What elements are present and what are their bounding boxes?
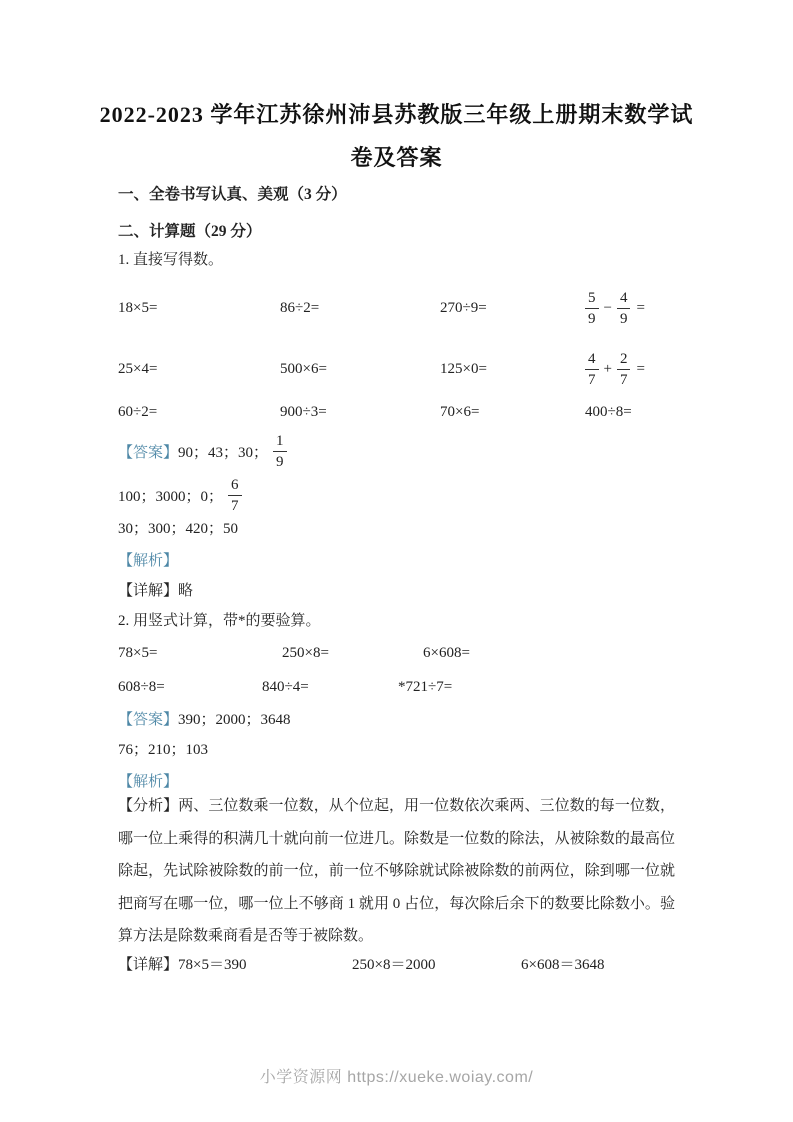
equals-sign: = [636,360,645,377]
fraction-numerator: 4 [585,350,599,370]
answer-label: 【答案】 [118,711,179,728]
q1-answer-line-2 [118,472,242,518]
q2-equation-row-1 [118,643,470,663]
q2-analysis-paragraph: 【分析】两、三位数乘一位数，从个位起，用一位数依次乘两、三位数的每一位数，哪一位上乘得的积满几十就向前一位进几。除数是一位数的除法，从被除数的最高位除起，先试除被除数的前一位，前一位不够除就试除被除数的前两位，除到哪一位就把商写在哪一位，哪一位上不够商 1 就用 0 占位，每次除后余下的数要比除数小。验算方法是除数乘商看是否等于被除数。 [118,798,675,944]
equation-cell: 60÷2= [118,403,158,420]
q1-analysis-label: 【解析】 [118,553,179,569]
fraction-denominator: 9 [588,310,596,327]
detail-label: 【详解】 [118,956,179,973]
detail-equation: 250×8＝2000 [352,956,436,973]
site-watermark: 小学资源网 https://xueke.woiay.com/ [259,1069,534,1086]
fraction-expression [585,350,645,389]
q1-equation-row-1 [118,281,645,335]
equation-cell: 840÷4= [262,678,309,695]
detail-equation: 6×608＝3648 [521,956,605,973]
fraction-numerator: 5 [585,289,599,309]
detail-cell [118,953,352,974]
fraction-denominator: 7 [588,371,596,388]
fraction [585,289,599,328]
q1-answer-line-1 [118,428,287,474]
question-1-label: 1. 直接写得数。 [118,252,224,268]
equation-cell: 70×6= [440,403,480,420]
equation-cell: 86÷2= [280,299,320,316]
equation-cell: 608÷8= [118,678,165,695]
section-heading-2: 二、计算题（29 分） [118,223,262,240]
section-heading-1: 一、全卷书写认真、美观（3 分） [118,186,347,203]
q2-answer-line-1 [118,708,291,728]
answer-values: 100；3000；0； [118,488,224,505]
q1-equation-row-3 [118,402,632,422]
fraction-denominator: 9 [619,310,628,327]
fraction-denominator: 9 [276,453,284,470]
equation-cell: 400÷8= [585,403,632,420]
q2-analysis-label: 【解析】 [118,774,179,790]
equation-cell: 78×5= [118,644,158,661]
fraction [585,350,599,389]
equation-cell: 125×0= [440,360,487,377]
fraction-numerator: 4 [617,289,631,309]
fraction-numerator: 2 [617,350,631,370]
answer-label: 【答案】 [118,444,179,461]
detail-equation: 78×5＝390 [178,956,247,973]
fraction-numerator: 1 [273,432,287,452]
fraction-denominator: 7 [619,371,628,388]
document-title-line2: 卷及答案 [350,145,443,170]
fraction [273,432,287,471]
equation-cell: 18×5= [118,299,158,316]
equation-cell: 25×4= [118,360,158,377]
operator: − [603,299,612,316]
fraction-expression [585,289,645,328]
answer-values: 90；43；30； [178,444,269,461]
fraction [228,476,242,515]
question-2-label: 2. 用竖式计算，带*的要验算。 [118,613,321,629]
q1-answer-line-3: 30；300；420；50 [118,521,239,537]
equation-cell: 500×6= [280,360,327,377]
q1-detail: 【详解】略 [118,583,194,599]
equation-cell: *721÷7= [398,678,453,695]
equation-cell: 250×8= [282,644,329,661]
q2-equation-row-2 [118,677,452,697]
fraction [617,350,631,389]
q1-equation-row-2 [118,344,645,394]
equation-cell: 6×608= [423,644,470,661]
q2-detail-row [118,953,604,973]
document-title-line1: 2022-2023 学年江苏徐州沛县苏教版三年级上册期末数学试 [99,102,694,127]
answer-values: 390；2000；3648 [178,711,291,728]
fraction [617,289,631,328]
equals-sign: = [636,299,645,316]
fraction-numerator: 6 [228,476,242,496]
equation-cell: 900÷3= [280,403,327,420]
q2-answer-line-2: 76；210；103 [118,742,209,758]
equation-cell: 270÷9= [440,299,487,316]
fraction-denominator: 7 [231,497,239,514]
operator: + [603,360,612,377]
